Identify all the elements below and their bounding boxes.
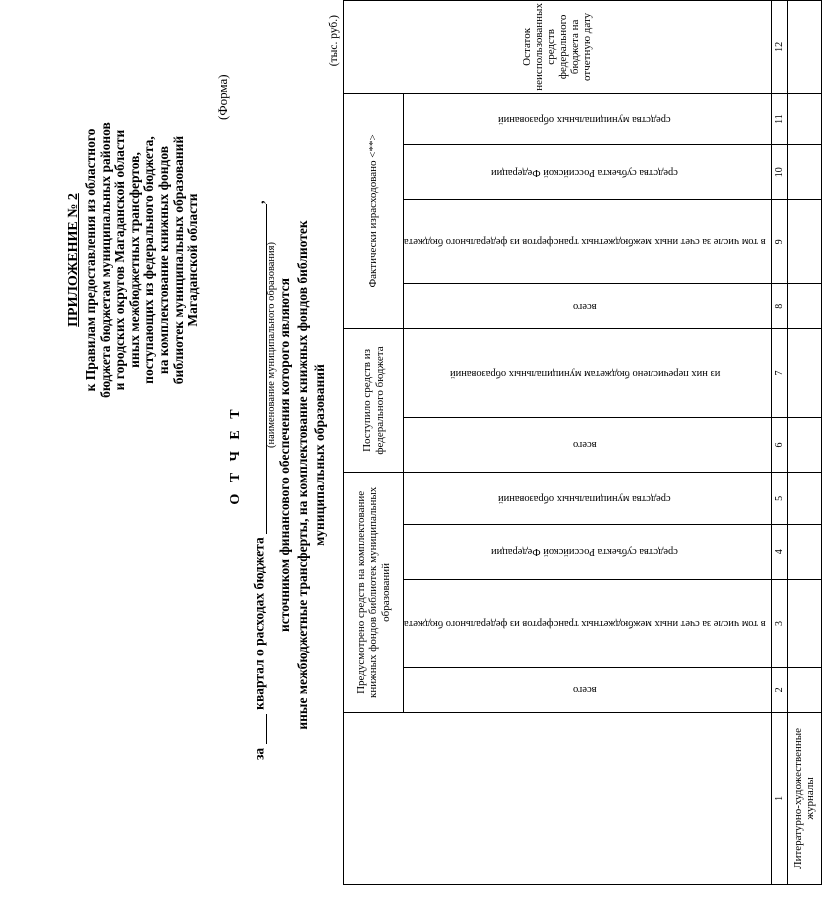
report-table: [343, 0, 822, 885]
annex-line: бюджета бюджетам муниципальных районов: [97, 122, 113, 398]
received-header: Поступило средств из федерального бюджета: [344, 329, 404, 473]
table-cell: [787, 579, 821, 667]
table-cell: [787, 145, 821, 200]
quarter-comma: ,: [251, 200, 267, 204]
table-cell: [787, 524, 821, 579]
municipality-hint: (наименование муниципального образования): [266, 241, 277, 449]
col-number: 3: [771, 579, 787, 667]
table-cell: [787, 667, 821, 712]
col-number: 11: [771, 93, 787, 145]
sub-header-municipal: средства муниципальных образований: [404, 93, 772, 145]
table-cell: [787, 329, 821, 418]
row-label: Литературно-художественные журналы: [787, 712, 821, 884]
col-number: 7: [771, 329, 787, 418]
col-number: 6: [771, 417, 787, 472]
annex-line: на комплектование книжных фондов: [156, 145, 171, 375]
annex-line: библиотек муниципальных образований: [170, 135, 186, 385]
table-cell: [787, 417, 821, 472]
source-line-3: муниципальных образований: [312, 364, 327, 546]
report-title: О Т Ч Е Т: [228, 405, 243, 505]
col-number: 5: [771, 472, 787, 524]
sub-header-transferred: из них перечислено бюджетам муниципальных образований: [404, 329, 772, 418]
sub-header-total: всего: [404, 284, 772, 329]
quarter-text: квартал о расходах бюджета: [251, 537, 267, 710]
annex-line: и городских округов Магаданской области: [112, 129, 128, 391]
units-label: (тыс. руб.): [328, 15, 340, 67]
table-cell: [787, 284, 821, 329]
col-number: 12: [771, 1, 787, 94]
remainder-header: Остаток неиспользованных средств федерального бюджета на отчетную дату: [344, 1, 772, 94]
source-line-1: источником финансового обеспечения которого являются: [277, 278, 292, 632]
sub-header-municipal: средства муниципальных образований: [404, 472, 772, 524]
col-number: 8: [771, 284, 787, 329]
quarter-blank: [266, 714, 267, 744]
quarter-prefix: за: [251, 747, 267, 760]
col-number: 1: [771, 712, 787, 884]
form-label: (Форма): [215, 74, 230, 120]
table-row: [787, 1, 821, 885]
annex-line: к Правилам предоставления из областного: [83, 128, 99, 392]
annex-line: поступающих из федерального бюджета,: [141, 136, 157, 384]
planned-header: Предусмотрено средств на комплектование книжных фондов библиотек муниципальных образований: [344, 472, 404, 712]
table-cell: [787, 1, 821, 94]
sub-header-federal: в том числе за счет иных межбюджетных трансфертов из федерального бюджета: [404, 200, 772, 284]
annex-line: иных межбюджетных трансфертов,: [126, 152, 142, 368]
col-number: 4: [771, 524, 787, 579]
label-column-header: [344, 712, 772, 884]
spent-header: Фактически израсходовано <**>: [344, 93, 404, 328]
sub-header-total: всего: [404, 667, 772, 712]
municipality-blank: [252, 204, 267, 534]
sub-header-subject: средства субъекта Российской Федерации: [404, 145, 772, 200]
table-cell: [787, 472, 821, 524]
col-number: 2: [771, 667, 787, 712]
table-cell: [787, 93, 821, 145]
col-number: 10: [771, 145, 787, 200]
annex-line: Магаданской области: [185, 193, 201, 327]
sub-header-subject: средства субъекта Российской Федерации: [404, 524, 772, 579]
source-line-2: иные межбюджетные трансферты, на комплектование книжных фондов библиотек: [295, 220, 310, 730]
annex-title: ПРИЛОЖЕНИЕ № 2: [66, 193, 81, 327]
col-number: 9: [771, 200, 787, 284]
annex-header: [66, 10, 201, 510]
sub-header-total: всего: [404, 417, 772, 472]
table-cell: [787, 200, 821, 284]
sub-header-federal: в том числе за счет иных межбюджетных трансфертов из федерального бюджета: [404, 579, 772, 667]
quarter-line: [252, 200, 267, 760]
